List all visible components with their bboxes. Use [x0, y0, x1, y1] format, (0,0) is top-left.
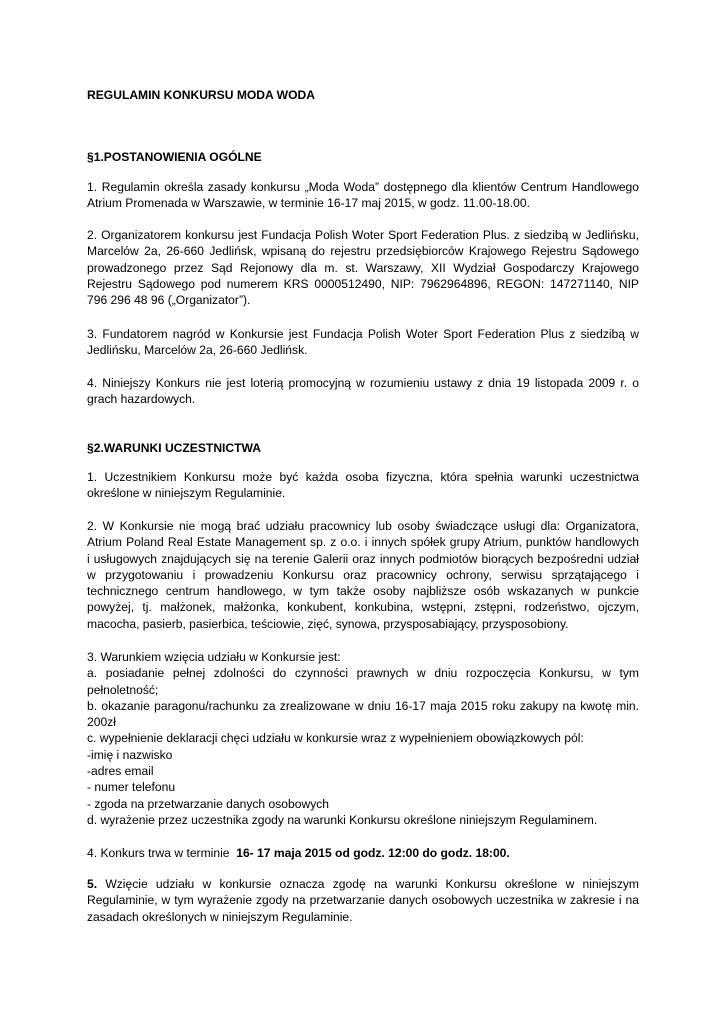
text-line: - numer telefonu: [87, 780, 176, 795]
section-2-paragraph-3: [87, 649, 639, 828]
text-line: [87, 845, 639, 861]
text-line: powyżej, tj. małżonek, małżonka, konkubent, konkubina, wstępni, zstępni, rodzeństwo, ojczym,: [87, 600, 639, 615]
document-title: REGULAMIN KONKURSU MODA WODA: [87, 88, 315, 102]
text-line: Rejestru Sądowego pod numerem KRS 0000512490, NIP: 7962964896, REGON: 147271140, NIP: [87, 276, 639, 291]
text-line: 1. Uczestnikiem Konkursu może być każda osoba fizyczna, która spełnia warunki uczestnictwa: [87, 470, 639, 484]
section-2-heading: §2.WARUNKI UCZESTNICTWA: [87, 441, 262, 455]
text-line: [87, 876, 639, 892]
section-2-paragraph-4: [87, 845, 639, 861]
section-1-paragraph-1: [87, 179, 639, 212]
section-2-paragraph-5: [87, 876, 639, 925]
text-line: d. wyrażenie przez uczestnika zgody na warunki Konkursu określone niniejszym Regulaminem.: [87, 812, 598, 827]
section-2-paragraph-1: [87, 469, 639, 502]
text-line: -adres email: [87, 764, 154, 779]
section-2-paragraph-2: [87, 518, 639, 632]
text-line: 796 296 48 96 („Organizator”).: [87, 293, 251, 308]
text-line: c. wypełnienie deklaracji chęci udziału w konkursie wraz z wypełnieniem obowiązkowych pól:: [87, 731, 584, 746]
text-line: i usługowych znajdujących się na terenie Galerii oraz innych podmiotów biorących bezpośredni udział: [87, 551, 639, 566]
text-line: b. okazanie paragonu/rachunku za zrealizowane w dniu 16-17 maja 2015 roku zakupy na kwotę min.: [87, 698, 639, 713]
text-line: Regulaminie, w tym wyrażenie zgody na przetwarzanie danych osobowych uczestnika w zakresie i na: [87, 893, 639, 908]
text-line: 200zł: [87, 715, 116, 730]
section-1-paragraph-3: [87, 326, 639, 359]
paragraph-4-prefix: 4. Konkurs trwa w terminie: [87, 846, 237, 860]
text-line: grach hazardowych.: [87, 392, 196, 407]
text-line: technicznego centrum handlowego, w tym także osoby najbliższe osób wskazanych w punkcie: [87, 584, 639, 599]
text-line: 3. Warunkiem wzięcia udziału w Konkursie jest:: [87, 650, 341, 664]
text-line: pełnoletność;: [87, 682, 159, 697]
text-line: 2. Organizatorem konkursu jest Fundacja Polish Woter Sport Federation Plus. z siedzibą w Jedlińsku,: [87, 228, 639, 242]
text-line: 4. Niniejszy Konkurs nie jest loterią promocyjną w rozumieniu ustawy z dnia 19 listopada 2009 r. o: [87, 376, 639, 390]
text-line: - zgoda na przetwarzanie danych osobowych: [87, 796, 330, 811]
text-line: Marcelów 2a, 26-660 Jedlińsk, wpisaną do rejestru przedsiębiorców Krajowego Rejestru Sądowego: [87, 244, 639, 259]
section-1-heading: §1.POSTANOWIENIA OGÓLNE: [87, 150, 262, 164]
text-line: a. posiadanie pełnej zdolności do czynności prawnych w dniu rozpoczęcia Konkursu, w tym: [87, 666, 639, 681]
text-line: -imię i nazwisko: [87, 747, 173, 762]
contest-dates: 16- 17 maja 2015 od godz. 12:00 do godz. 18:00.: [236, 846, 510, 860]
text-line: określone w niniejszym Regulaminie.: [87, 486, 286, 501]
text-line: 1. Regulamin określa zasady konkursu „Moda Woda” dostępnego dla klientów Centrum Handlowego: [87, 180, 639, 194]
text-line: Atrium Promenada w Warszawie, w terminie 16-17 maj 2015, w godz. 11.00-18.00.: [87, 196, 530, 211]
section-1-paragraph-2: [87, 227, 639, 308]
text-line: 2. W Konkursie nie mogą brać udziału pracownicy lub osoby świadczące usługi dla: Organizatora,: [87, 519, 639, 533]
text-line: w przygotowaniu i prowadzeniu Konkursu oraz pracownicy ochrony, serwisu sprzątającego i: [87, 567, 639, 582]
text-line: Jedlińsku, Marcelów 2a, 26-660 Jedlińsk.: [87, 343, 308, 358]
text-line: zasadach określonych w niniejszym Regulaminie.: [87, 909, 353, 924]
text-line: macocha, pasierb, pasierbica, teściowie, zięć, synowa, przysposabiający, przysposobiony.: [87, 616, 569, 631]
paragraph-text: Wzięcie udziału w konkursie oznacza zgodę na warunki Konkursu określone w niniejszym: [97, 877, 639, 891]
section-1-paragraph-4: [87, 375, 639, 408]
text-line: Atrium Poland Real Estate Management sp. z o.o. i innych spółek grupy Atrium, punktów handlowych: [87, 535, 639, 550]
paragraph-number: 5.: [87, 877, 98, 891]
text-line: prowadzonego przez Sąd Rejonowy dla m. st. Warszawy, XII Wydział Gospodarczy Krajowego: [87, 260, 639, 275]
text-line: 3. Fundatorem nagród w Konkursie jest Fundacja Polish Woter Sport Federation Plus z siedzibą w: [87, 327, 639, 341]
